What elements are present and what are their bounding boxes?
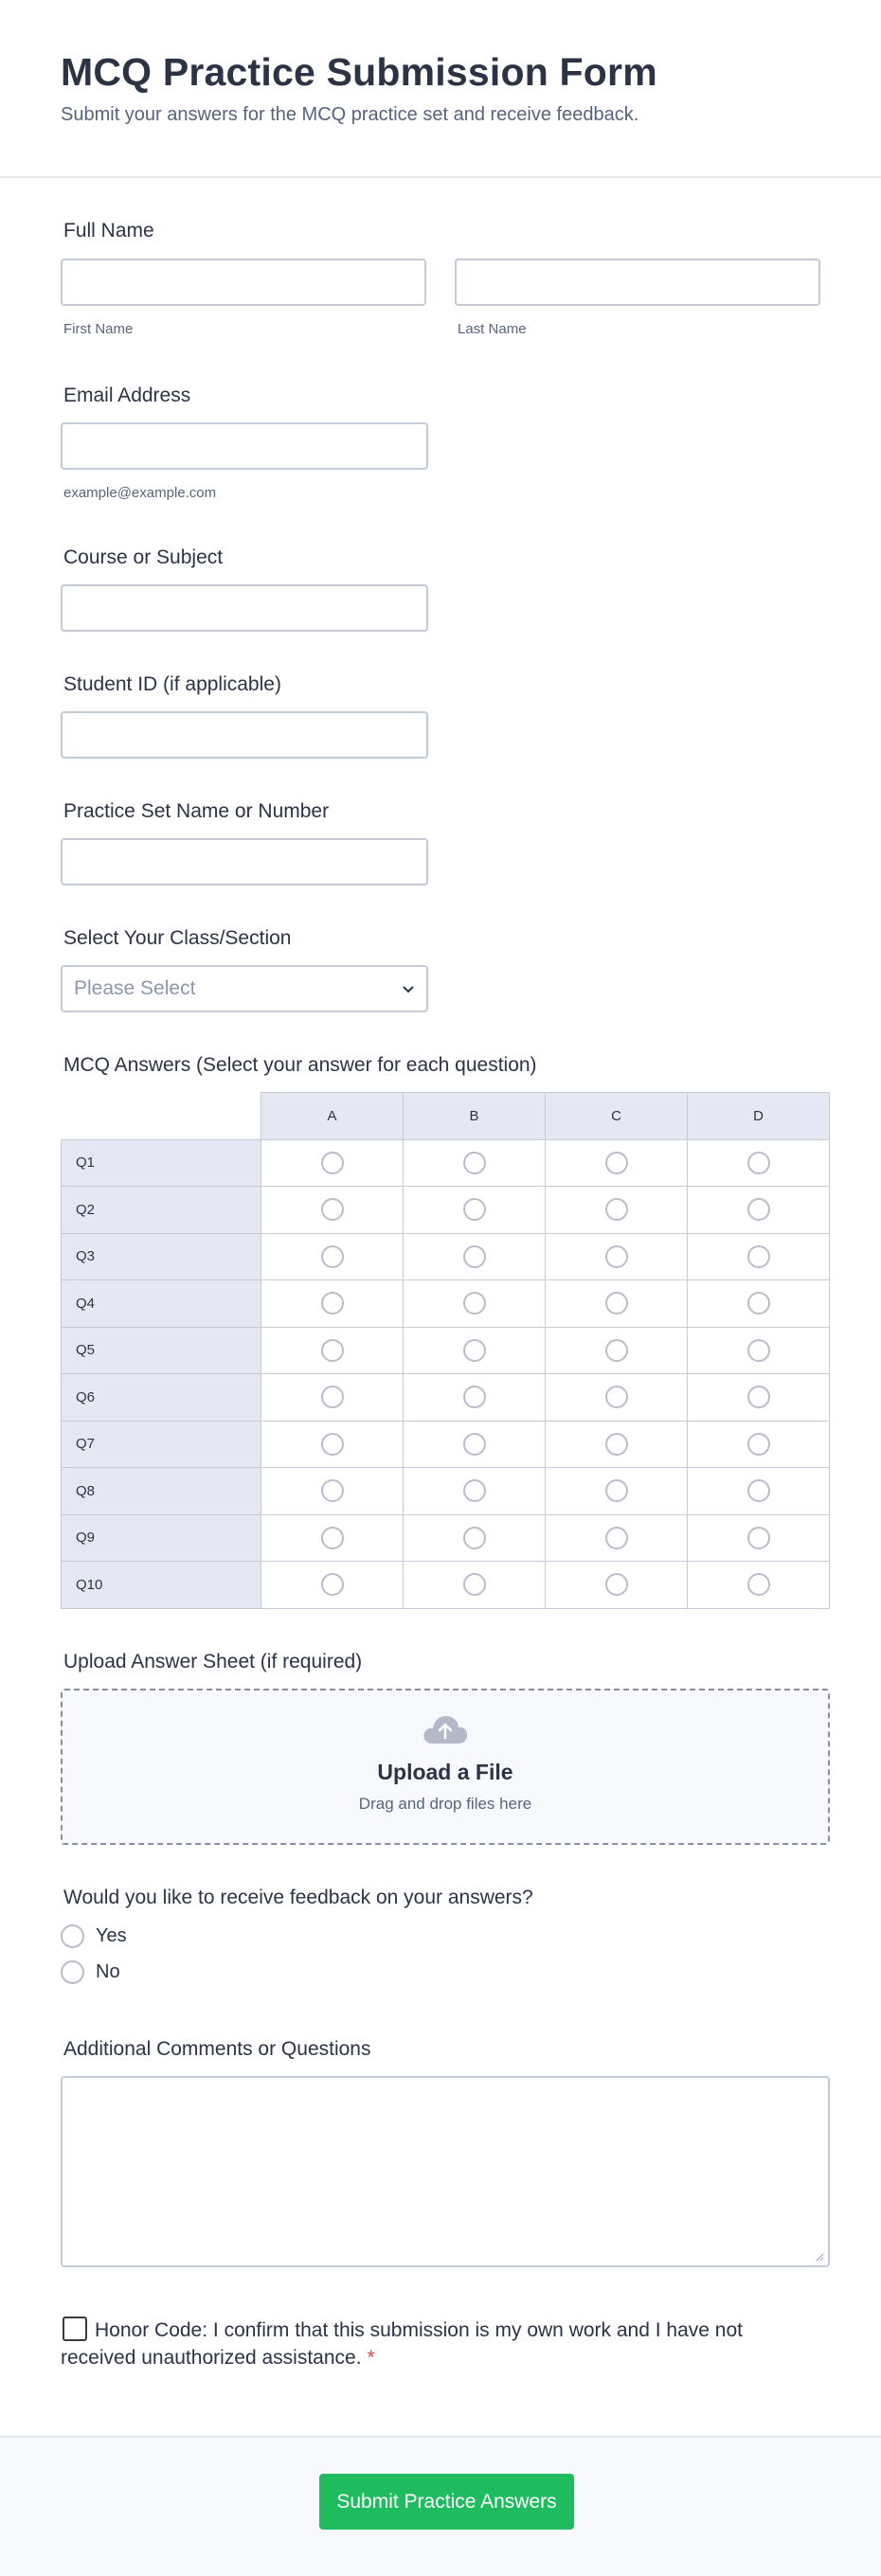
course-input[interactable]	[61, 584, 428, 632]
answer-radio[interactable]	[747, 1152, 770, 1174]
matrix-cell	[404, 1374, 546, 1422]
answer-radio[interactable]	[605, 1198, 628, 1221]
answer-radio[interactable]	[321, 1573, 344, 1596]
matrix-cell	[404, 1562, 546, 1609]
student-id-field	[61, 673, 820, 759]
answer-radio[interactable]	[747, 1479, 770, 1502]
upload-dropzone[interactable]	[61, 1689, 830, 1845]
matrix-cell	[261, 1562, 404, 1609]
answer-radio[interactable]	[747, 1339, 770, 1362]
answer-radio[interactable]	[747, 1527, 770, 1549]
matrix-row	[62, 1421, 830, 1468]
matrix-cell	[261, 1514, 404, 1562]
course-field	[61, 546, 820, 632]
practice-set-label: Practice Set Name or Number	[63, 800, 330, 822]
matrix-cell	[688, 1468, 830, 1515]
answer-radio[interactable]	[463, 1433, 486, 1456]
matrix-cell	[546, 1421, 688, 1468]
radio-no[interactable]	[61, 1960, 84, 1984]
feedback-option-yes[interactable]	[61, 1919, 820, 1955]
matrix-row	[62, 1562, 830, 1609]
mcq-label: MCQ Answers (Select your answer for each question)	[63, 1054, 537, 1076]
cloud-upload-icon	[422, 1713, 469, 1745]
matrix-cell	[404, 1139, 546, 1187]
matrix-row-label: Q2	[62, 1187, 261, 1234]
answer-radio[interactable]	[321, 1527, 344, 1549]
matrix-cell	[261, 1233, 404, 1280]
class-section-field	[61, 927, 820, 1012]
matrix-cell	[688, 1327, 830, 1374]
matrix-row-label: Q10	[62, 1562, 261, 1609]
form-header	[0, 0, 881, 178]
comments-field	[61, 2038, 820, 2267]
answer-radio[interactable]	[747, 1245, 770, 1268]
matrix-row	[62, 1280, 830, 1328]
feedback-field	[61, 1887, 820, 1991]
feedback-option-no[interactable]	[61, 1955, 820, 1991]
matrix-cell	[688, 1514, 830, 1562]
matrix-cell	[261, 1139, 404, 1187]
class-section-placeholder: Please Select	[61, 965, 428, 1012]
submit-button[interactable]: Submit Practice Answers	[319, 2474, 574, 2530]
answer-radio[interactable]	[605, 1386, 628, 1408]
full-name-label: Full Name	[63, 220, 154, 242]
upload-hint: Drag and drop files here	[358, 1794, 532, 1813]
matrix-row-label: Q6	[62, 1374, 261, 1422]
answer-radio[interactable]	[463, 1573, 486, 1596]
answer-radio[interactable]	[463, 1527, 486, 1549]
answer-radio[interactable]	[321, 1152, 344, 1174]
matrix-row-label: Q8	[62, 1468, 261, 1515]
matrix-cell	[404, 1280, 546, 1328]
answer-radio[interactable]	[747, 1292, 770, 1315]
answer-radio[interactable]	[463, 1479, 486, 1502]
answer-radio[interactable]	[747, 1433, 770, 1456]
matrix-cell	[404, 1468, 546, 1515]
matrix-cell	[688, 1187, 830, 1234]
comments-label: Additional Comments or Questions	[63, 2037, 371, 2060]
matrix-row	[62, 1187, 830, 1234]
answer-radio[interactable]	[605, 1573, 628, 1596]
practice-set-field	[61, 800, 820, 886]
practice-set-input[interactable]	[61, 838, 428, 886]
matrix-column-header: C	[546, 1093, 688, 1140]
student-id-input[interactable]	[61, 711, 428, 759]
matrix-row	[62, 1233, 830, 1280]
matrix-cell	[404, 1233, 546, 1280]
matrix-cell	[688, 1374, 830, 1422]
matrix-row-label: Q4	[62, 1280, 261, 1328]
student-id-label: Student ID (if applicable)	[63, 673, 281, 695]
comments-textarea[interactable]	[61, 2076, 830, 2267]
matrix-row	[62, 1139, 830, 1187]
matrix-cell	[688, 1139, 830, 1187]
feedback-option-label: No	[96, 1961, 120, 1982]
answer-radio[interactable]	[321, 1198, 344, 1221]
matrix-cell	[261, 1327, 404, 1374]
email-field	[61, 385, 820, 501]
form-title: MCQ Practice Submission Form	[61, 50, 657, 94]
answer-radio[interactable]	[463, 1198, 486, 1221]
matrix-cell	[546, 1187, 688, 1234]
matrix-row-label: Q7	[62, 1421, 261, 1468]
answer-radio[interactable]	[605, 1292, 628, 1315]
matrix-cell	[546, 1468, 688, 1515]
matrix-row-label: Q1	[62, 1139, 261, 1187]
form-footer	[0, 2436, 881, 2576]
feedback-options	[61, 1919, 820, 1991]
matrix-row-label: Q9	[62, 1514, 261, 1562]
upload-title: Upload a File	[377, 1759, 513, 1784]
email-label: Email Address	[63, 385, 191, 406]
answer-radio[interactable]	[605, 1245, 628, 1268]
first-name-input[interactable]	[61, 259, 426, 306]
email-sublabel: example@example.com	[63, 485, 217, 501]
feedback-label: Would you like to receive feedback on your answers?	[63, 1886, 533, 1908]
matrix-cell	[404, 1514, 546, 1562]
matrix-column-header: A	[261, 1093, 404, 1140]
form-body	[0, 220, 881, 2371]
last-name-sublabel: Last Name	[458, 321, 527, 337]
matrix-cell	[546, 1514, 688, 1562]
answer-radio[interactable]	[747, 1573, 770, 1596]
answer-radio[interactable]	[747, 1198, 770, 1221]
answer-radio[interactable]	[605, 1339, 628, 1362]
matrix-row	[62, 1327, 830, 1374]
answer-radio[interactable]	[605, 1479, 628, 1502]
honor-code-text: Honor Code: I confirm that this submission is my own work and I have not received unauthorized assistance.	[61, 2318, 743, 2369]
matrix-column-header: B	[404, 1093, 546, 1140]
answer-radio[interactable]	[605, 1527, 628, 1549]
answer-radio[interactable]	[463, 1292, 486, 1315]
matrix-cell	[546, 1139, 688, 1187]
matrix-cell	[688, 1562, 830, 1609]
class-section-select[interactable]	[61, 965, 428, 1012]
answer-radio[interactable]	[463, 1152, 486, 1174]
matrix-cell	[688, 1280, 830, 1328]
answer-radio[interactable]	[321, 1386, 344, 1408]
matrix-cell	[261, 1374, 404, 1422]
matrix-cell	[404, 1421, 546, 1468]
matrix-cell	[261, 1468, 404, 1515]
chevron-down-icon	[402, 982, 415, 995]
answer-radio[interactable]	[463, 1245, 486, 1268]
answer-radio[interactable]	[321, 1339, 344, 1362]
matrix-row-label: Q3	[62, 1233, 261, 1280]
resize-grip-icon[interactable]	[815, 2252, 824, 2262]
matrix-cell	[261, 1280, 404, 1328]
matrix-cell	[546, 1280, 688, 1328]
answer-radio[interactable]	[605, 1152, 628, 1174]
form-subtitle: Submit your answers for the MCQ practice set and receive feedback.	[61, 104, 639, 125]
class-section-label: Select Your Class/Section	[63, 927, 292, 949]
matrix-row	[62, 1514, 830, 1562]
first-name-sublabel: First Name	[63, 321, 134, 337]
answer-radio[interactable]	[321, 1433, 344, 1456]
course-label: Course or Subject	[63, 546, 224, 568]
matrix-cell	[688, 1233, 830, 1280]
full-name-field	[61, 220, 820, 337]
radio-yes[interactable]	[61, 1924, 84, 1948]
matrix-corner	[62, 1093, 261, 1140]
matrix-cell	[546, 1233, 688, 1280]
mcq-field	[61, 1054, 820, 1609]
matrix-row	[62, 1468, 830, 1515]
answer-radio[interactable]	[321, 1292, 344, 1315]
matrix-cell	[546, 1562, 688, 1609]
matrix-cell	[546, 1374, 688, 1422]
matrix-cell	[546, 1327, 688, 1374]
upload-field	[61, 1651, 820, 1845]
mcq-matrix	[61, 1092, 830, 1609]
matrix-row-label: Q5	[62, 1327, 261, 1374]
answer-radio[interactable]	[321, 1479, 344, 1502]
matrix-cell	[261, 1421, 404, 1468]
answer-radio[interactable]	[463, 1386, 486, 1408]
matrix-row	[62, 1374, 830, 1422]
answer-radio[interactable]	[605, 1433, 628, 1456]
feedback-option-label: Yes	[96, 1925, 127, 1946]
answer-radio[interactable]	[321, 1245, 344, 1268]
honor-code-checkbox[interactable]	[63, 2317, 87, 2341]
answer-radio[interactable]	[747, 1386, 770, 1408]
upload-label: Upload Answer Sheet (if required)	[63, 1650, 363, 1673]
matrix-cell	[404, 1187, 546, 1234]
matrix-cell	[261, 1187, 404, 1234]
required-mark: *	[367, 2346, 375, 2369]
matrix-cell	[404, 1327, 546, 1374]
email-input[interactable]	[61, 422, 428, 470]
last-name-input[interactable]	[455, 259, 820, 306]
matrix-column-header: D	[688, 1093, 830, 1140]
answer-radio[interactable]	[463, 1339, 486, 1362]
matrix-cell	[688, 1421, 830, 1468]
honor-code-field	[61, 2317, 743, 2371]
